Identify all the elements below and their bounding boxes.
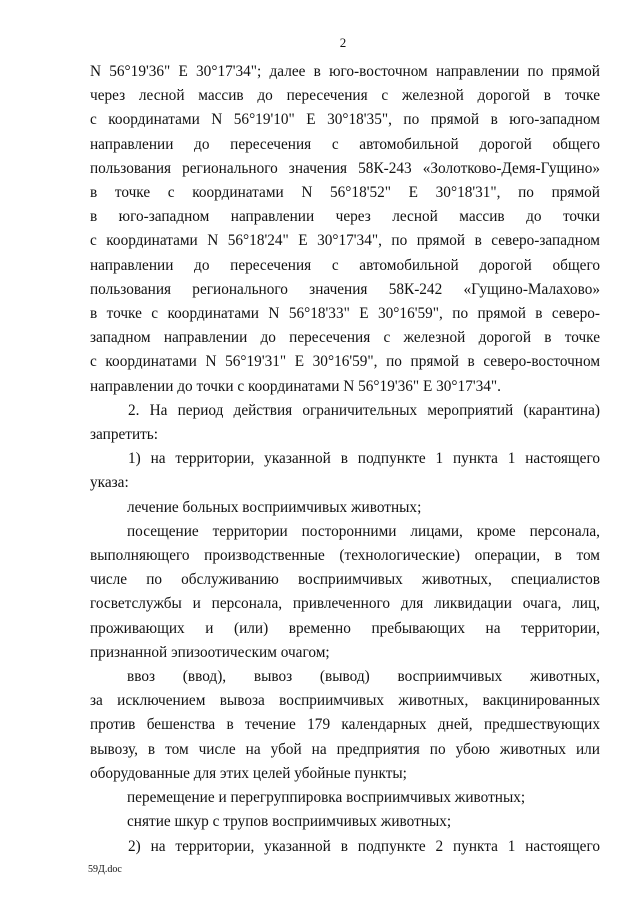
text-line: с координатами N 56°19'31" E 30°16'59", по прямой в северо-восточном [90,353,600,371]
text-line: через лесной массив до пересечения с железной дорогой в точке [90,87,600,105]
text-line: указа: [90,474,129,492]
text-line: в точке с координатами N 56°18'33" E 30°16'59", по прямой в северо- [90,305,600,323]
text-line: числе по обслуживанию восприимчивых животных, специалистов [90,571,600,589]
text-line: вывозу, в том числе на убой на предприятия по убою животных или [90,740,600,758]
prohibition-item: ввоз (ввод), вывоз (вывод) восприимчивых животных, [127,668,600,686]
text-line: запретить: [90,426,159,444]
text-line: выполняющего производственные (технологические) операции, в том [90,547,600,565]
paragraph-item-2: 2. На период действия ограничительных мероприятий (карантина) [128,401,600,419]
text-line: оборудованные для этих целей убойные пункты; [90,764,407,782]
text-line: за исключением вывоза восприимчивых животных, вакцинированных [90,692,600,710]
text-line: N 56°19'36" E 30°17'34"; далее в юго-восточном направлении по прямой [90,63,600,80]
text-line: с координатами N 56°18'24" E 30°17'34", по прямой в северо-западном [90,232,600,250]
page-number: 2 [339,35,347,50]
subitem-1: 1) на территории, указанной в подпункте 1 пункта 1 настоящего [128,450,600,468]
text-line: направлении до пересечения с автомобильной дорогой общего [90,256,600,274]
prohibition-item: снятие шкур с трупов восприимчивых животных; [127,813,452,831]
subitem-2: 2) на территории, указанной в подпункте 2 пункта 1 настоящего [128,837,600,855]
text-line: направлении до пересечения с автомобильной дорогой общего [90,135,600,153]
text-line: в точке с координатами N 56°18'52" E 30°18'31", по прямой [90,184,600,202]
prohibition-item: посещение территории посторонними лицами, кроме персонала, [127,522,600,540]
footer-filename: 59Д.doc [88,864,122,875]
prohibition-item: лечение больных восприимчивых животных; [127,498,422,516]
text-line: направлении до точки с координатами N 56°19'36" E 30°17'34". [90,377,501,395]
document-body [90,60,600,859]
text-line: пользования регионального значения 58К-243 «Золотково-Демя-Гущино» [90,159,600,177]
text-line: западном направлении до пересечения с железной дорогой в точке [90,329,600,347]
text-line: проживающих и (или) временно пребывающих на территории, [90,619,600,637]
text-line: с координатами N 56°19'10" E 30°18'35", по прямой в юго-западном [90,111,600,129]
text-line: госветслужбы и персонала, привлеченного для ликвидации очага, лиц, [90,595,600,613]
text-line: в юго-западном направлении через лесной массив до точки [90,208,600,226]
text-line: против бешенства в течение 179 календарных дней, предшествующих [90,716,600,734]
prohibition-item: перемещение и перегруппировка восприимчивых животных; [127,789,526,807]
text-line: признанной эпизоотическим очагом; [90,643,330,661]
text-line: пользования регионального значения 58К-242 «Гущино-Малахово» [90,280,600,298]
